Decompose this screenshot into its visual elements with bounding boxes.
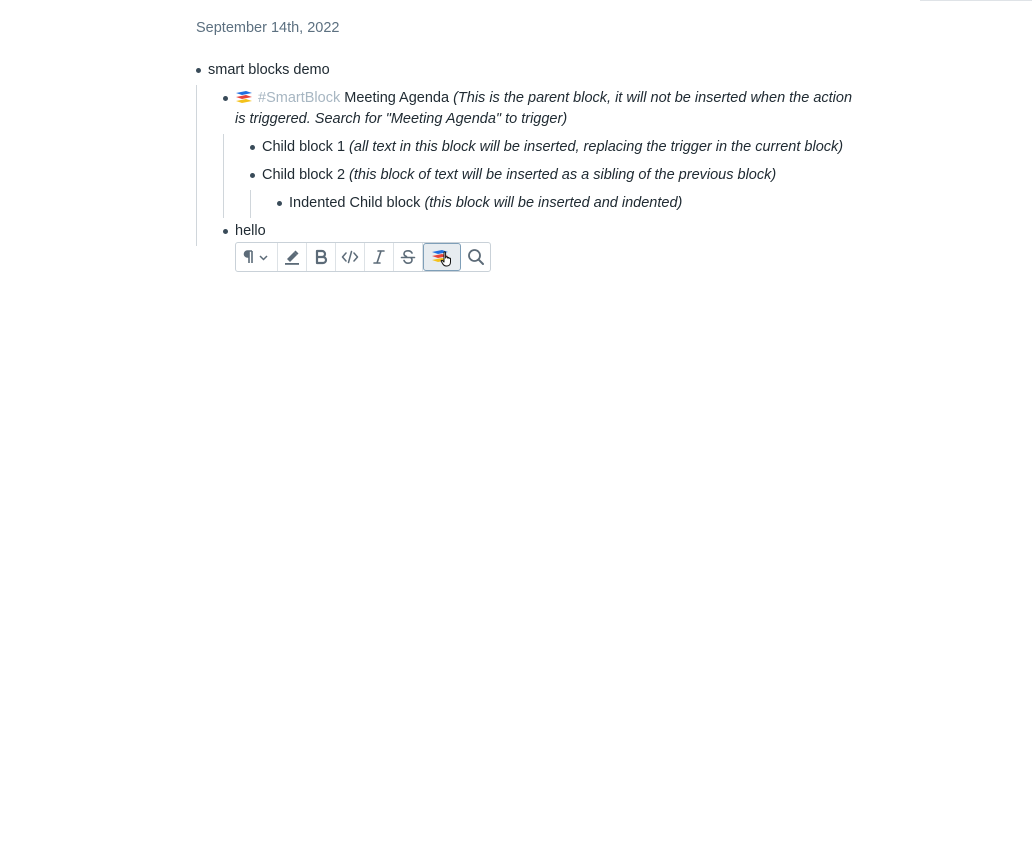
italic-icon — [372, 249, 386, 265]
block-bullet[interactable] — [250, 134, 262, 162]
smartblocks-button[interactable] — [423, 243, 461, 271]
block-row — [196, 57, 896, 85]
block-child-1 — [250, 134, 896, 162]
paragraph-icon — [243, 249, 271, 265]
smartblock-tag[interactable]: #SmartBlock — [258, 90, 341, 106]
block-text: Indented Child block — [289, 195, 421, 211]
paragraph-style-button[interactable] — [236, 243, 278, 271]
block-text: hello — [235, 223, 266, 239]
block-bullet[interactable] — [223, 218, 235, 246]
smartblocks-icon — [429, 246, 455, 268]
block-text: smart blocks demo — [208, 62, 330, 78]
block-indented-child — [277, 190, 896, 218]
block-smart-blocks-demo — [196, 57, 896, 246]
block-content[interactable] — [289, 193, 896, 214]
block-smartblock-meeting-agenda — [223, 85, 896, 218]
strikethrough-icon — [400, 249, 416, 265]
block-note: (this block will be inserted and indented) — [424, 195, 683, 211]
search-icon — [467, 248, 485, 266]
block-children — [223, 85, 896, 246]
smartblocks-icon — [235, 90, 253, 104]
block-bullet[interactable] — [223, 85, 235, 113]
italic-button[interactable] — [365, 243, 394, 271]
top-edge-divider — [920, 0, 1032, 1]
block-child-2 — [250, 162, 896, 218]
block-children — [277, 190, 896, 218]
formatting-toolbar — [235, 242, 491, 272]
smartblock-note-line1: (This is the parent block, it will not be inserted when the action — [453, 90, 853, 106]
block-row — [250, 134, 896, 162]
bold-button[interactable] — [307, 243, 336, 271]
block-content[interactable] — [235, 88, 896, 130]
block-content[interactable] — [235, 221, 896, 242]
block-bullet[interactable] — [196, 57, 208, 85]
bold-icon — [314, 249, 328, 265]
smartblock-note-line2: is triggered. Search for "Meeting Agenda" to trigger) — [235, 111, 568, 127]
block-bullet[interactable] — [250, 162, 262, 190]
highlight-button[interactable] — [278, 243, 307, 271]
block-children — [250, 134, 896, 218]
search-button[interactable] — [461, 243, 490, 271]
block-content[interactable] — [262, 137, 896, 158]
block-note: (this block of text will be inserted as a sibling of the previous block) — [349, 167, 777, 183]
block-note: (all text in this block will be inserted, replacing the trigger in the current block) — [349, 139, 844, 155]
page-title[interactable]: September 14th, 2022 — [196, 20, 340, 36]
block-content[interactable] — [208, 60, 896, 81]
code-icon — [341, 250, 359, 264]
smartblock-title: Meeting Agenda — [344, 90, 450, 106]
strikethrough-button[interactable] — [394, 243, 423, 271]
block-text: Child block 1 — [262, 139, 346, 155]
daily-note-page — [196, 18, 896, 246]
code-button[interactable] — [336, 243, 365, 271]
block-row — [277, 190, 896, 218]
block-content[interactable] — [262, 165, 896, 186]
block-text: Child block 2 — [262, 167, 346, 183]
highlighter-icon — [283, 248, 301, 266]
block-row — [223, 85, 896, 134]
block-bullet[interactable] — [277, 190, 289, 218]
block-row — [250, 162, 896, 190]
